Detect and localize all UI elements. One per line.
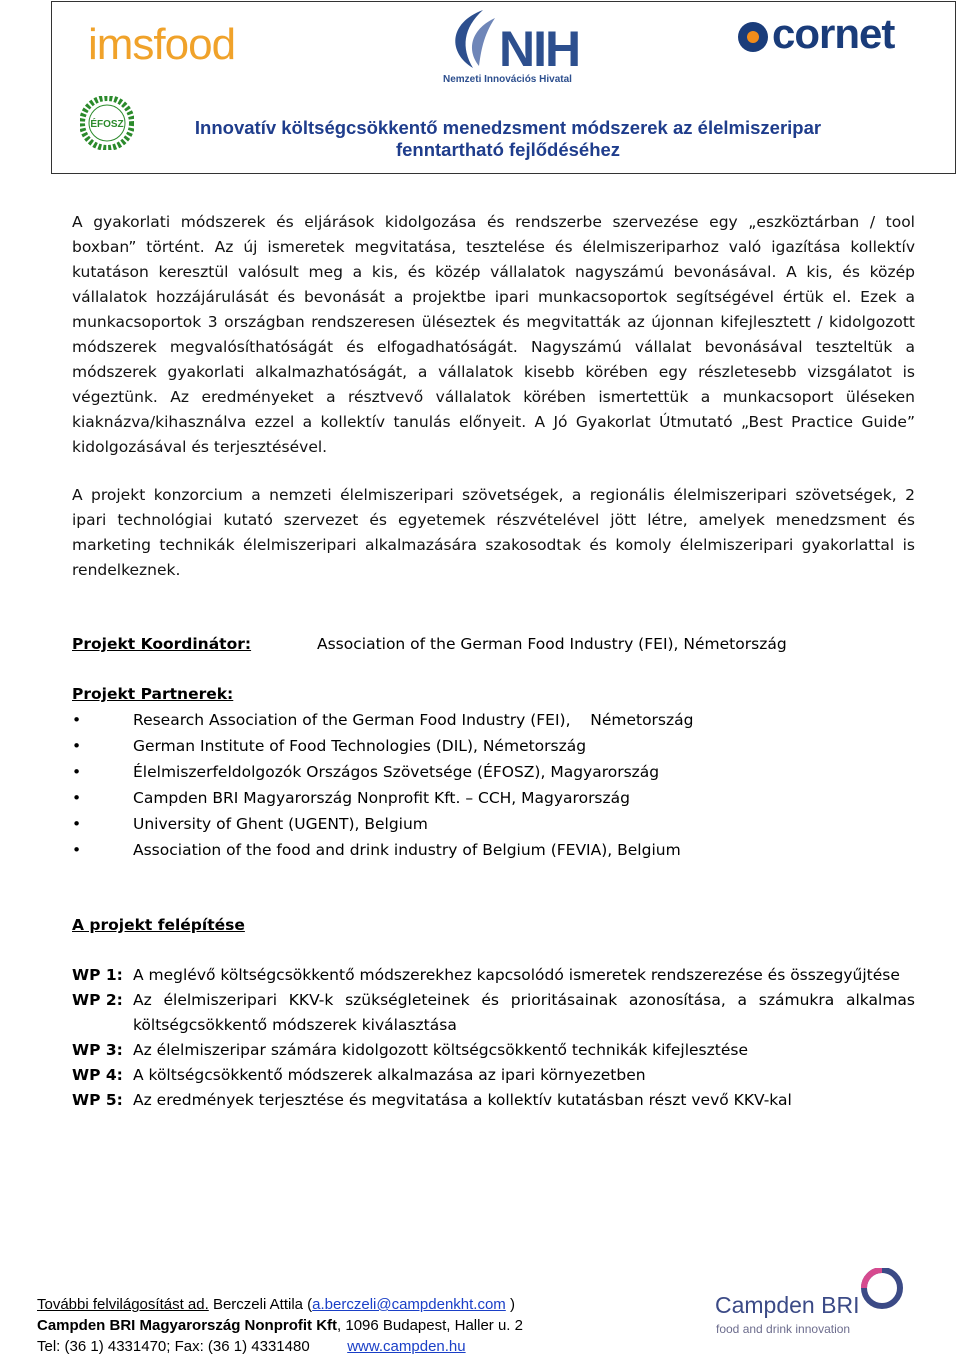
campden-logo-name: Campden BRI bbox=[715, 1292, 860, 1318]
footer-info-label: További felvilágosítást ad. bbox=[37, 1296, 209, 1313]
title-line-1: Innovatív költségcsökkentő menedzsment módszerek az élelmiszeripar bbox=[194, 117, 822, 138]
wp-label: WP 4: bbox=[72, 1066, 123, 1084]
work-package bbox=[72, 1063, 915, 1088]
footer-line-3 bbox=[37, 1336, 523, 1357]
nih-leaf-icon bbox=[443, 8, 503, 78]
wp-text: Az élelmiszeripari KKV-k szükségleteinek és prioritásainak azonosítása, a számukra alkalmas költségcsökkentő módszerek kiválasztása bbox=[133, 991, 915, 1034]
work-package bbox=[72, 988, 915, 1038]
bullet-icon: • bbox=[72, 711, 82, 729]
paragraph-2: A projekt konzorcium a nemzeti élelmiszeripari szövetségek, a regionális élelmiszeripari szövetségek, 2 ipari technológiai kutató szervezet és egyetemek részvételével jött létre, amelyek menedzsment és marketing technikák élelmiszeripari alkalmazására szakosodtak és komoly élelmiszeripari gyakorlattal is rendelkeznek. bbox=[72, 486, 915, 579]
footer-company: Campden BRI Magyarország Nonprofit Kft bbox=[37, 1317, 338, 1334]
wp-label: WP 1: bbox=[72, 966, 123, 984]
consortium-paragraph bbox=[72, 483, 915, 583]
bullet-icon: • bbox=[72, 815, 82, 833]
partner-name: German Institute of Food Technologies (DIL), Németország bbox=[133, 737, 587, 755]
wp-text: A meglévő költségcsökkentő módszerekhez kapcsolódó ismeretek rendszerezése és összegyűjtése bbox=[133, 966, 900, 984]
email-link[interactable]: a.berczeli@campdenkht.com bbox=[312, 1296, 506, 1313]
efosz-logo-text: ÉFOSZ bbox=[90, 119, 124, 130]
footer-address: , 1096 Budapest, Haller u. 2 bbox=[337, 1317, 523, 1334]
footer-phone: Tel: (36 1) 4331470; Fax: (36 1) 4331480 bbox=[37, 1338, 310, 1355]
list-item bbox=[72, 759, 915, 785]
partners-title: Projekt Partnerek: bbox=[72, 685, 234, 703]
partners-section bbox=[72, 682, 915, 863]
list-item bbox=[72, 811, 915, 837]
work-package bbox=[72, 1088, 915, 1113]
coordinator-value: Association of the German Food Industry (FEI), Németország bbox=[317, 635, 787, 653]
page-title bbox=[60, 117, 956, 161]
wp-label: WP 3: bbox=[72, 1041, 123, 1059]
imsfood-logo: imsfood bbox=[88, 20, 236, 69]
bullet-icon: • bbox=[72, 841, 82, 859]
cornet-logo-text: cornet bbox=[772, 10, 895, 57]
list-item bbox=[72, 837, 915, 863]
partner-name: Élelmiszerfeldolgozók Országos Szövetsége (ÉFOSZ), Magyarország bbox=[133, 763, 660, 781]
bullet-icon: • bbox=[72, 789, 82, 807]
bullet-icon: • bbox=[72, 737, 82, 755]
partner-name: University of Ghent (UGENT), Belgium bbox=[133, 815, 428, 833]
paragraph-1: A gyakorlati módszerek és eljárások kidolgozása és rendszerbe szervezése egy „eszköztárban / tool boxban” történt. Az új ismeretek megvitatása, tesztelése és élelmiszeriparhoz való igazítása kollektív kutatáson keresztül valósult meg a kis, és közép vállalatok nagyszámú bevonásával. A kis, és közép vállalatok hozzájárulását és bevonását a projektbe ipari munkacsoportok segítségével értük el. Ezek a munkacsoportok 3 országban rendszeresen üléseztek és megvitatták az újonnan kifejlesztett / kidolgozott módszerek megvalósíthatóságát és elfogadhatóságát. Nagyszámú vállalat bevonásával teszteltük a módszerek gyakorlati alkalmazhatóságát, a vállalatok kisebb körében egy részletesebb vizsgálatot is végeztünk. Az eredményeket a résztvevő vállalatok körében ismertettük a munkacsoport üléseken kiaknázva/kihasználva ezzel a kollektív tanulás előnyeit. A Jó Gyakorlat Útmutató „Best Practice Guide” kidolgozásával és terjesztésével. bbox=[72, 213, 915, 456]
title-line-2: fenntartható fejlődéséhez bbox=[395, 139, 621, 160]
nih-logo bbox=[443, 8, 580, 85]
intro-paragraph bbox=[72, 210, 915, 460]
wp-label: WP 2: bbox=[72, 991, 123, 1009]
website-link[interactable]: www.campden.hu bbox=[347, 1338, 466, 1355]
bullet-icon: • bbox=[72, 763, 82, 781]
campden-bri-logo bbox=[712, 1268, 912, 1338]
partner-name: Campden BRI Magyarország Nonprofit Kft. – CCH, Magyarország bbox=[133, 789, 630, 807]
list-item bbox=[72, 785, 915, 811]
footer-contact bbox=[37, 1294, 523, 1357]
wp-text: Az élelmiszeripar számára kidolgozott költségcsökkentő technikák kifejlesztése bbox=[133, 1041, 748, 1059]
partner-name: Association of the food and drink industry of Belgium (FEVIA), Belgium bbox=[133, 841, 681, 859]
coordinator-section bbox=[72, 632, 787, 657]
work-package bbox=[72, 963, 915, 988]
wp-label: WP 5: bbox=[72, 1091, 123, 1109]
footer-close-paren: ) bbox=[505, 1296, 515, 1313]
wp-text: A költségcsökkentő módszerek alkalmazása az ipari környezetben bbox=[133, 1066, 646, 1084]
partners-list bbox=[72, 707, 915, 863]
work-package bbox=[72, 1038, 915, 1063]
structure-title: A projekt felépítése bbox=[72, 916, 245, 934]
wp-text: Az eredmények terjesztése és megvitatása a kollektív kutatásban részt vevő KKV-kal bbox=[133, 1091, 792, 1109]
structure-section bbox=[72, 913, 915, 1113]
cornet-logo bbox=[738, 10, 894, 58]
footer-contact-name: Berczeli Attila ( bbox=[212, 1296, 313, 1313]
footer-line-2 bbox=[37, 1315, 523, 1336]
nih-logo-subtitle: Nemzeti Innovációs Hivatal bbox=[443, 74, 572, 85]
list-item bbox=[72, 707, 915, 733]
partner-name: Research Association of the German Food Industry (FEI), Németország bbox=[133, 711, 694, 729]
list-item bbox=[72, 733, 915, 759]
coordinator-label: Projekt Koordinátor: bbox=[72, 635, 252, 653]
nih-logo-text: NIH bbox=[499, 21, 580, 77]
cornet-mark-icon bbox=[738, 22, 768, 52]
footer-line-1 bbox=[37, 1294, 523, 1315]
campden-logo-tagline: food and drink innovation bbox=[716, 1322, 851, 1336]
